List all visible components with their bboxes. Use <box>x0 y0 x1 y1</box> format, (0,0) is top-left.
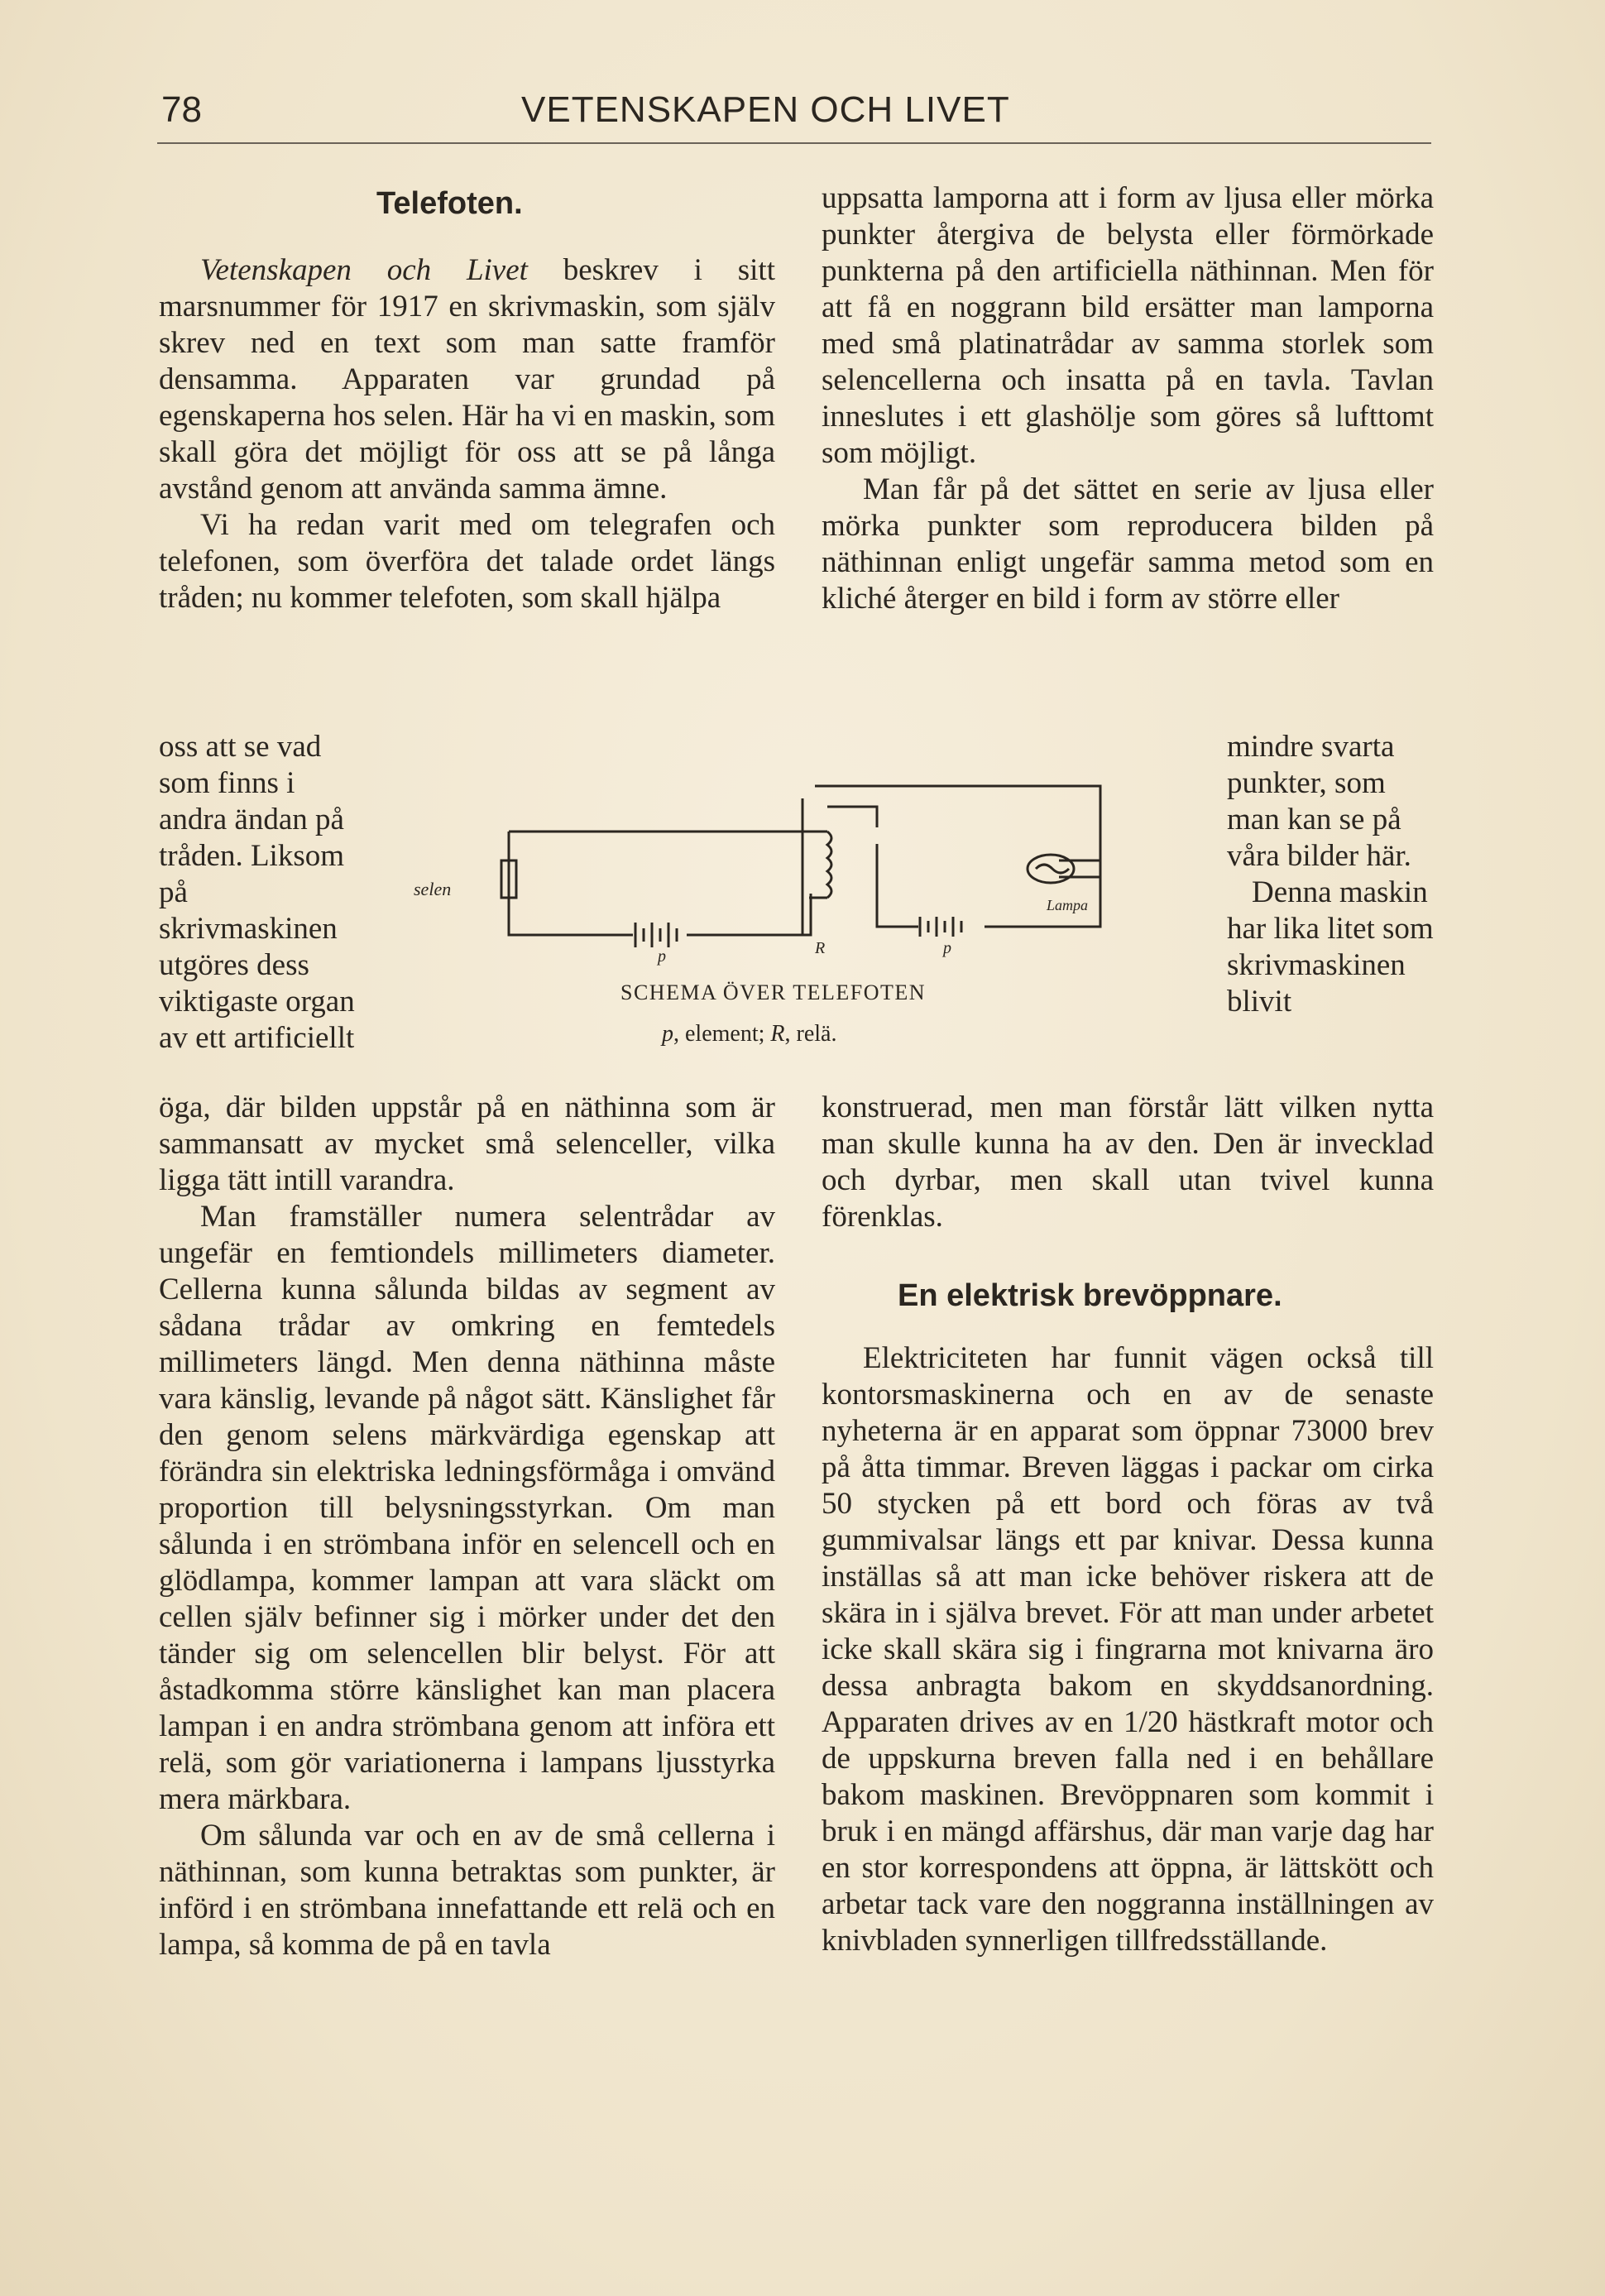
article1-p1-text: beskrev i sitt marsnummer för 1917 en skrivmaskin, som själv skrev ned en text som man satte framför densamma. Apparaten var grundad på egenskaperna hos selen. Här ha vi en maskin, som skall göra det möjligt för oss att se på långa avstånd genom att använda samma ämne. <box>159 253 775 506</box>
article1-paragraph-2: Vi ha redan varit med om telegrafen och telefonen, som överföra det talade ordet längs tråden; nu kommer telefoten, som skall hjälpa <box>159 508 775 615</box>
wrap-right-paragraph: Denna maskin har lika litet som skrivmaskinen blivit <box>1227 875 1434 1019</box>
legend-p: p <box>662 1021 673 1047</box>
article1-paragraph-3: Man framställer numera selentrådar av ungefär en femtiondels millimeters diameter. Cellerna kunna sålunda bildas av segment av sådana trådar av omkring en femtedels millimeters längd. Men denna näthinna måste vara känslig, levande på något sätt. Känslighet får den genom selens märkvärdiga egenskap att förändra sin elektriska ledningsförmåga i omvänd proportion till belysningsstyrkan. Om man sålunda i en strömbana inför en selencell och en glödlampa, kommer lampan att vara släckt om cellen själv befinner sig i mörker under det den tänder sig om selencellen blir belyst. För att åstadkomma större känslighet kan man placera lampan i en andra strömbana genom att införa ett relä, som gör variationerna i lampans ljusstyrka mera märkbara. <box>159 1200 775 1816</box>
article-title-telefoten: Telefoten. <box>376 186 523 221</box>
figure-caption: SCHEMA ÖVER TELEFOTEN <box>620 980 927 1004</box>
label-selen: selen <box>414 879 452 899</box>
article1-right-paragraph-1: uppsatta lamporna att i form av ljusa eller mörka punkter återgiva de belysta eller förmörkade punkterna på den artificiella näthinnan. Men för att få en noggrann bild ersätter man lamporna med små platinatrådar av samma storlek som selencellerna och insatta på en tavla. Tavlan inneslutes i ett glashölje som göres så lufttomt som möjligt. <box>822 181 1434 470</box>
running-header: VETENSKAPEN OCH LIVET <box>521 89 1010 130</box>
magazine-name: Vetenskapen och Livet <box>200 253 528 287</box>
article2-paragraph-1: Elektriciteten har funnit vägen också till kontorsmaskinerna och en av de senaste nyheterna är en apparat som öppnar 73000 brev på åtta timmar. Breven läggas i packar om cirka 50 stycken på ett bord och föras av två gummivalsar längs ett par knivar. Dessa kunna inställas så att man icke behöver riskera att de skära in i själva brevet. För att man under arbetet icke skall skära sig i fingrarna mot knivarna äro dessa anbragta bakom en skyddsanordning. Apparaten drives av en 1/20 hästkraft motor och de uppskurna breven falla ned i en behållare bakom maskinen. Brevöppnaren som kommit i bruk i en mängd affärshus, där man varje dag har en stor korrespondens att öppna, är lättskött och arbetar tack vare den noggranna inställningen av knivbladen synnerligen tillfredsställande. <box>822 1341 1434 1958</box>
article1-wrap-right <box>1227 729 1434 1020</box>
article2-column <box>822 1340 1434 1959</box>
page-number: 78 <box>161 89 202 130</box>
left-circuit-wire <box>509 832 620 935</box>
label-p-left: p <box>658 947 666 966</box>
legend-p-text: , element; <box>673 1021 771 1047</box>
article1-paragraph-2-cont: öga, där bilden uppstår på en näthinna som är sammansatt av mycket små selenceller, vilka ligga tätt intill varandra. <box>159 1090 775 1197</box>
label-p-right: p <box>943 939 951 957</box>
legend-r-text: , relä. <box>784 1021 837 1047</box>
article1-left-column-bottom <box>159 1090 775 1963</box>
legend-r: R <box>770 1021 785 1047</box>
article-title-brevoppnare: En elektrisk brevöppnare. <box>898 1278 1282 1313</box>
article1-paragraph-4: Om sålunda var och en av de små cellerna i näthinnan, som kunna betraktas som punkter, är införd i en strömbana innefattande ett relä och en lampa, så komma de på en tavla <box>159 1819 775 1962</box>
article1-right-paragraph-2: Man får på det sättet en serie av ljusa eller mörka punkter som reproducera bilden på näthinnan enligt ungefär samma metod som en kliché återger en bild i form av större eller <box>822 472 1434 616</box>
article1-right-column-bottom <box>822 1090 1434 1235</box>
article1-right-column-top <box>822 180 1434 617</box>
article1-right-cont: konstruerad, men man förstår lätt vilken nytta man skulle kunna ha av den. Den är invecklad och dyrbar, men skall utan tvivel kunna förenklas. <box>822 1090 1434 1234</box>
label-r: R <box>815 939 826 957</box>
wrap-right-text: mindre svarta punkter, som man kan se på våra bilder här. <box>1227 730 1411 873</box>
relay-coil-icon <box>827 832 831 898</box>
label-lampa: Lampa <box>1047 897 1089 913</box>
header-rule <box>157 142 1431 144</box>
article1-left-column-top <box>159 252 775 616</box>
figure-legend <box>662 1021 836 1047</box>
telefoten-schematic <box>414 769 1125 985</box>
article1-paragraph-1 <box>159 252 775 507</box>
article1-wrap-left: oss att se vad som finns i andra ändan på tråden. Liksom på skrivmaskinen utgöres dess viktigaste organ av ett artificiellt <box>159 730 355 1055</box>
